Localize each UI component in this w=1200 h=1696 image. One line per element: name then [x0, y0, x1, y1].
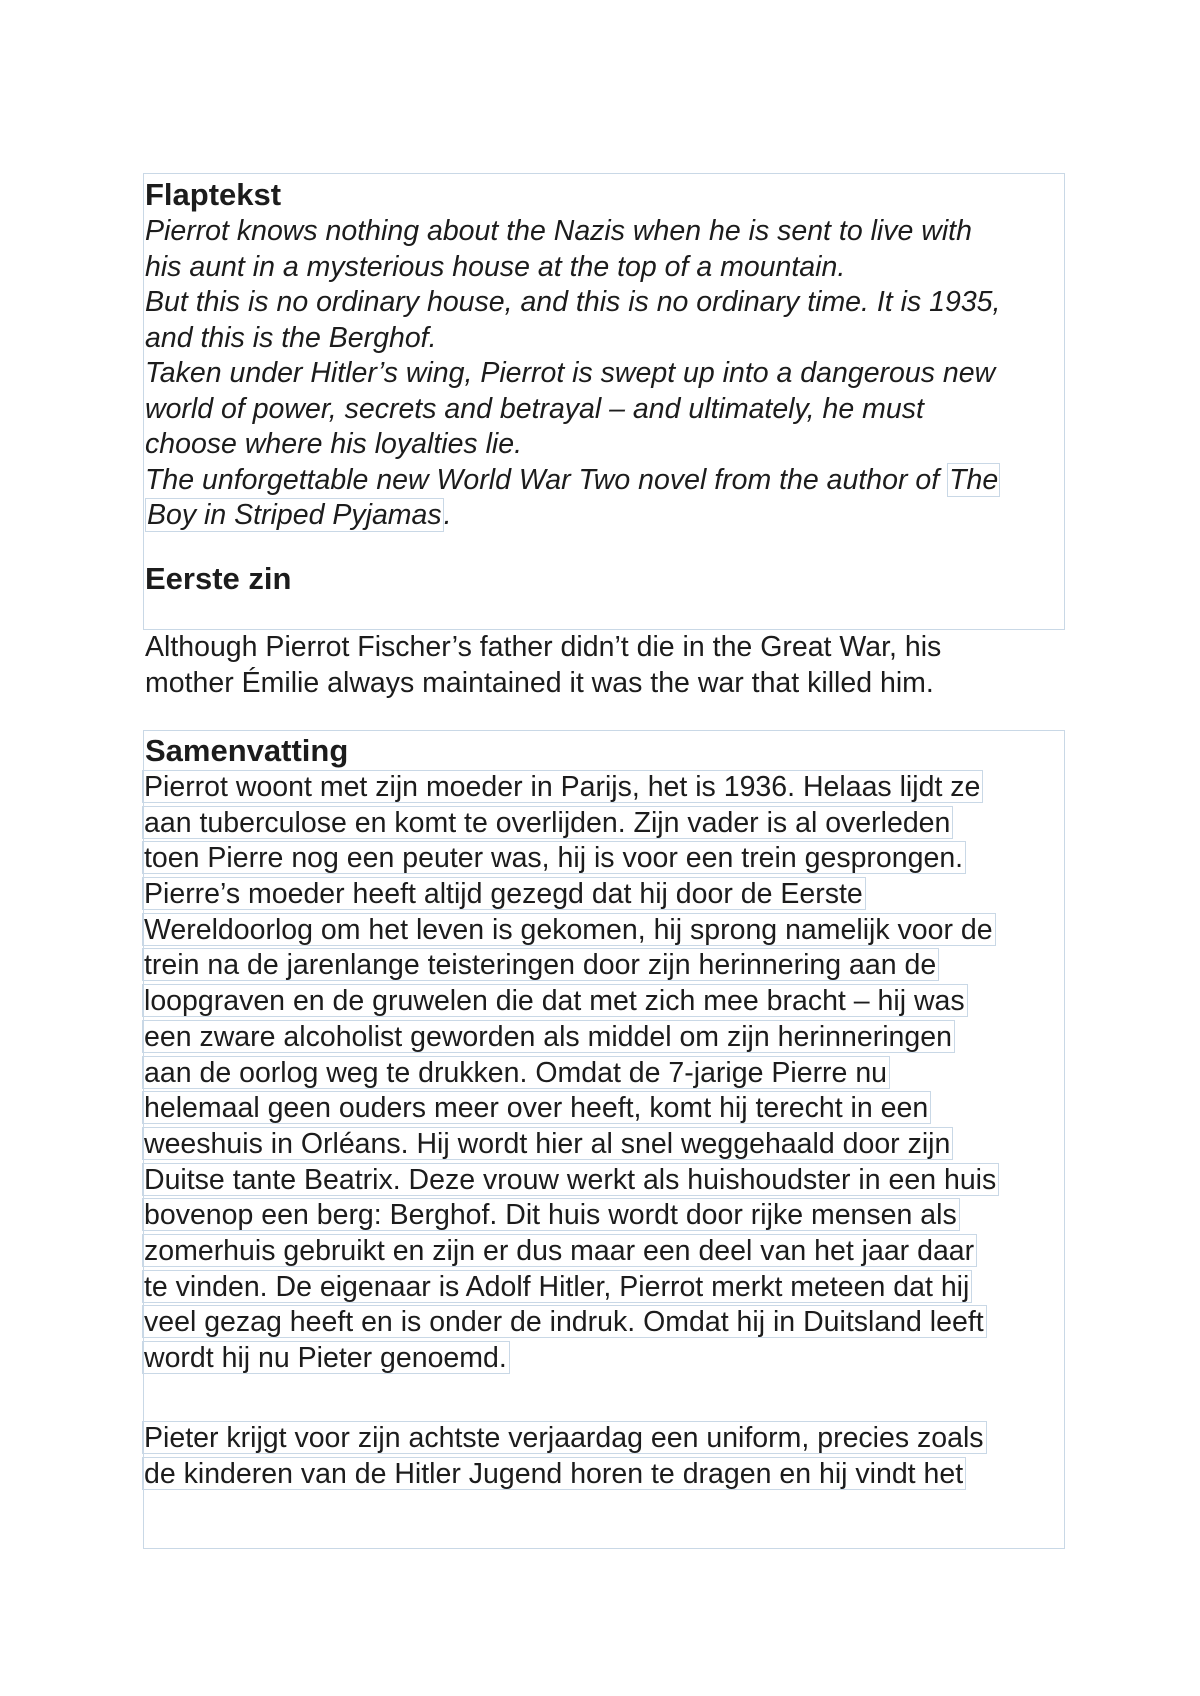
- book-title-part1: The: [949, 463, 999, 496]
- samenvatting-line-text: een zware alcoholist geworden als middel om zijn herinneringen: [142, 1020, 955, 1053]
- eerste-zin-line: Although Pierrot Fischer’s father didn’t die in the Great War, his: [145, 631, 942, 663]
- samenvatting-line-text: veel gezag heeft en is onder de indruk. Omdat hij in Duitsland leeft: [142, 1305, 987, 1338]
- samenvatting-paragraph-1: [145, 770, 1065, 1377]
- flaptekst-line: his aunt in a mysterious house at the top of a mountain.: [145, 250, 846, 283]
- samenvatting-line-text: helemaal geen ouders meer over heeft, komt hij terecht in een: [142, 1091, 931, 1124]
- samenvatting-line-text: Duitse tante Beatrix. Deze vrouw werkt als huishoudster in een huis: [142, 1163, 999, 1196]
- samenvatting-line-text: de kinderen van de Hitler Jugend horen te dragen en hij vindt het: [142, 1457, 966, 1490]
- samenvatting-line: [145, 1198, 1065, 1234]
- samenvatting-line: [145, 1020, 1065, 1056]
- samenvatting-line-text: Pierre’s moeder heeft altijd gezegd dat hij door de Eerste: [142, 877, 866, 910]
- samenvatting-line: [145, 770, 1065, 806]
- eerste-zin-heading-wrap: [145, 560, 1065, 598]
- samenvatting-line-text: Pierrot woont met zijn moeder in Parijs, het is 1936. Helaas lijdt ze: [142, 770, 983, 803]
- samenvatting-line: [145, 1421, 1065, 1457]
- samenvatting-line-text: aan de oorlog weg te drukken. Omdat de 7-jarige Pierre nu: [142, 1056, 890, 1089]
- eerste-zin-section: [145, 630, 1065, 701]
- flaptekst-line: world of power, secrets and betrayal – and ultimately, he must: [145, 392, 924, 425]
- samenvatting-line: [145, 1127, 1065, 1163]
- flaptekst-line: and this is the Berghof.: [145, 321, 437, 354]
- samenvatting-line: [145, 1056, 1065, 1092]
- samenvatting-line-text: toen Pierre nog een peuter was, hij is voor een trein gesprongen.: [142, 841, 966, 874]
- eerste-zin-heading: Eerste zin: [145, 561, 292, 596]
- samenvatting-line-text: zomerhuis gebruikt en zijn er dus maar een deel van het jaar daar: [142, 1234, 977, 1267]
- samenvatting-line-text: Wereldoorlog om het leven is gekomen, hij sprong namelijk voor de: [142, 913, 996, 946]
- samenvatting-line-text: te vinden. De eigenaar is Adolf Hitler, Pierrot merkt meteen dat hij: [142, 1270, 972, 1303]
- samenvatting-line: [145, 877, 1065, 913]
- samenvatting-line: [145, 841, 1065, 877]
- samenvatting-paragraph-2: [145, 1421, 1065, 1492]
- flaptekst-text: [145, 214, 1065, 534]
- flaptekst-line: Taken under Hitler’s wing, Pierrot is swept up into a dangerous new: [145, 357, 996, 389]
- samenvatting-line-text: trein na de jarenlange teisteringen door zijn herinnering aan de: [142, 948, 939, 981]
- flaptekst-line: But this is no ordinary house, and this is no ordinary time. It is 1935,: [145, 286, 1001, 318]
- samenvatting-line: [145, 1091, 1065, 1127]
- flaptekst-line: [145, 498, 1065, 534]
- samenvatting-line: [145, 1305, 1065, 1341]
- eerste-zin-line: mother Émilie always maintained it was the war that killed him.: [145, 666, 934, 699]
- samenvatting-line-text: weeshuis in Orléans. Hij wordt hier al snel weggehaald door zijn: [142, 1127, 953, 1160]
- samenvatting-line: [145, 1270, 1065, 1306]
- samenvatting-line-text: Pieter krijgt voor zijn achtste verjaardag een uniform, precies zoals: [142, 1421, 987, 1454]
- samenvatting-section: [145, 732, 1065, 1377]
- samenvatting-line: [145, 806, 1065, 842]
- samenvatting-line-text: loopgraven en de gruwelen die dat met zich mee bracht – hij was: [142, 984, 968, 1017]
- samenvatting-line-text: aan tuberculose en komt te overlijden. Zijn vader is al overleden: [142, 806, 953, 839]
- samenvatting-line: [145, 913, 1065, 949]
- samenvatting-paragraph-2-text: [145, 1421, 1065, 1492]
- samenvatting-line: [145, 1163, 1065, 1199]
- book-title-suffix: .: [443, 499, 452, 531]
- samenvatting-line: [145, 1234, 1065, 1270]
- flaptekst-line: Pierrot knows nothing about the Nazis when he is sent to live with: [145, 215, 972, 247]
- flaptekst-line: [145, 463, 1065, 499]
- book-title-part2: Boy in Striped Pyjamas: [147, 499, 442, 531]
- samenvatting-line: [145, 1457, 1065, 1493]
- samenvatting-line: [145, 984, 1065, 1020]
- samenvatting-line: [145, 948, 1065, 984]
- flaptekst-section: [145, 176, 1065, 534]
- samenvatting-heading: Samenvatting: [145, 733, 349, 768]
- flaptekst-heading: Flaptekst: [145, 177, 282, 212]
- flaptekst-last-line-prefix: The unforgettable new World War Two novel from the author of: [145, 463, 948, 496]
- samenvatting-line-text: wordt hij nu Pieter genoemd.: [142, 1341, 510, 1374]
- eerste-zin-text: [145, 630, 1065, 701]
- samenvatting-line: [145, 1341, 1065, 1377]
- flaptekst-line: choose where his loyalties lie.: [145, 428, 523, 460]
- samenvatting-line-text: bovenop een berg: Berghof. Dit huis wordt door rijke mensen als: [142, 1198, 960, 1231]
